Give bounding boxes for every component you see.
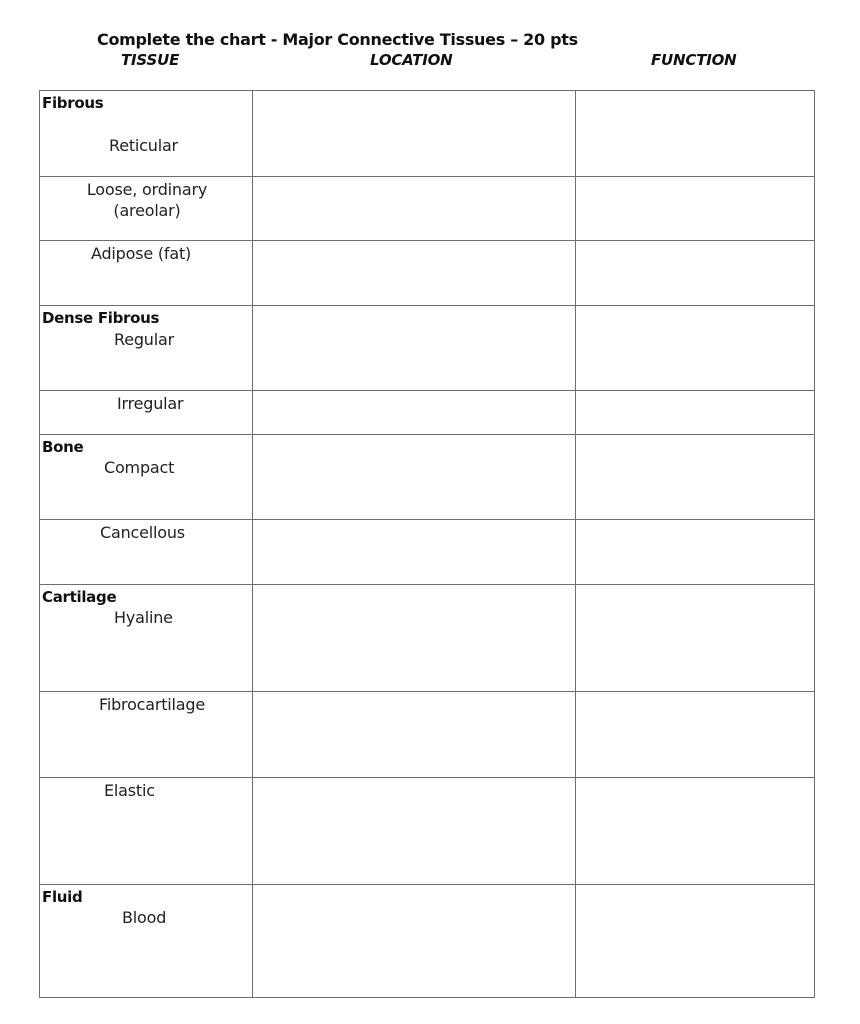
location-cell[interactable] <box>253 585 576 692</box>
tissue-label-cancellous: Cancellous <box>100 523 185 542</box>
location-cell[interactable] <box>253 692 576 778</box>
group-label-cartilage: Cartilage <box>42 588 117 606</box>
tissue-cell <box>40 520 253 585</box>
worksheet-title: Complete the chart - Major Connective Tissues – 20 pts <box>97 30 578 49</box>
table-row <box>40 241 815 306</box>
table-row <box>40 778 815 885</box>
function-cell[interactable] <box>576 585 815 692</box>
column-header-function: FUNCTION <box>651 51 737 69</box>
tissue-cell <box>40 177 253 241</box>
location-cell[interactable] <box>253 91 576 177</box>
table-row <box>40 692 815 778</box>
tissue-label-regular: Regular <box>114 330 174 349</box>
tissue-label-reticular: Reticular <box>109 136 178 155</box>
location-cell[interactable] <box>253 885 576 998</box>
tissue-label-blood: Blood <box>122 908 167 927</box>
tissue-label-irregular: Irregular <box>117 394 184 413</box>
location-cell[interactable] <box>253 391 576 435</box>
table-row <box>40 885 815 998</box>
tissue-cell <box>40 306 253 391</box>
location-cell[interactable] <box>253 177 576 241</box>
function-cell[interactable] <box>576 885 815 998</box>
group-label-fibrous: Fibrous <box>42 94 104 112</box>
tissue-cell <box>40 692 253 778</box>
group-label-bone: Bone <box>42 438 84 456</box>
column-header-location: LOCATION <box>370 51 453 69</box>
location-cell[interactable] <box>253 435 576 520</box>
tissue-label-loose-line1: Loose, ordinary <box>86 180 208 199</box>
tissue-label-compact: Compact <box>104 458 175 477</box>
table-row <box>40 520 815 585</box>
table-row <box>40 585 815 692</box>
location-cell[interactable] <box>253 778 576 885</box>
tissue-label-adipose: Adipose (fat) <box>91 244 192 263</box>
function-cell[interactable] <box>576 520 815 585</box>
tissue-label-hyaline: Hyaline <box>114 608 173 627</box>
tissue-label-fibrocartilage: Fibrocartilage <box>99 695 206 714</box>
table-row <box>40 91 815 177</box>
tissue-cell <box>40 435 253 520</box>
function-cell[interactable] <box>576 435 815 520</box>
location-cell[interactable] <box>253 520 576 585</box>
location-cell[interactable] <box>253 241 576 306</box>
tissue-cell <box>40 778 253 885</box>
tissue-cell <box>40 91 253 177</box>
table-row <box>40 177 815 241</box>
function-cell[interactable] <box>576 241 815 306</box>
group-label-fluid: Fluid <box>42 888 83 906</box>
function-cell[interactable] <box>576 391 815 435</box>
tissue-cell <box>40 585 253 692</box>
function-cell[interactable] <box>576 306 815 391</box>
tissue-label-loose-line2: (areolar) <box>113 201 181 220</box>
tissue-label-loose-ordinary <box>83 179 211 221</box>
tissue-cell <box>40 241 253 306</box>
function-cell[interactable] <box>576 692 815 778</box>
connective-tissue-chart <box>39 90 815 998</box>
table-row <box>40 306 815 391</box>
tissue-cell <box>40 391 253 435</box>
group-label-dense-fibrous: Dense Fibrous <box>42 309 160 327</box>
location-cell[interactable] <box>253 306 576 391</box>
function-cell[interactable] <box>576 91 815 177</box>
function-cell[interactable] <box>576 778 815 885</box>
function-cell[interactable] <box>576 177 815 241</box>
tissue-label-elastic: Elastic <box>104 781 155 800</box>
column-header-tissue: TISSUE <box>121 51 180 69</box>
table-row <box>40 435 815 520</box>
tissue-cell <box>40 885 253 998</box>
table-row <box>40 391 815 435</box>
